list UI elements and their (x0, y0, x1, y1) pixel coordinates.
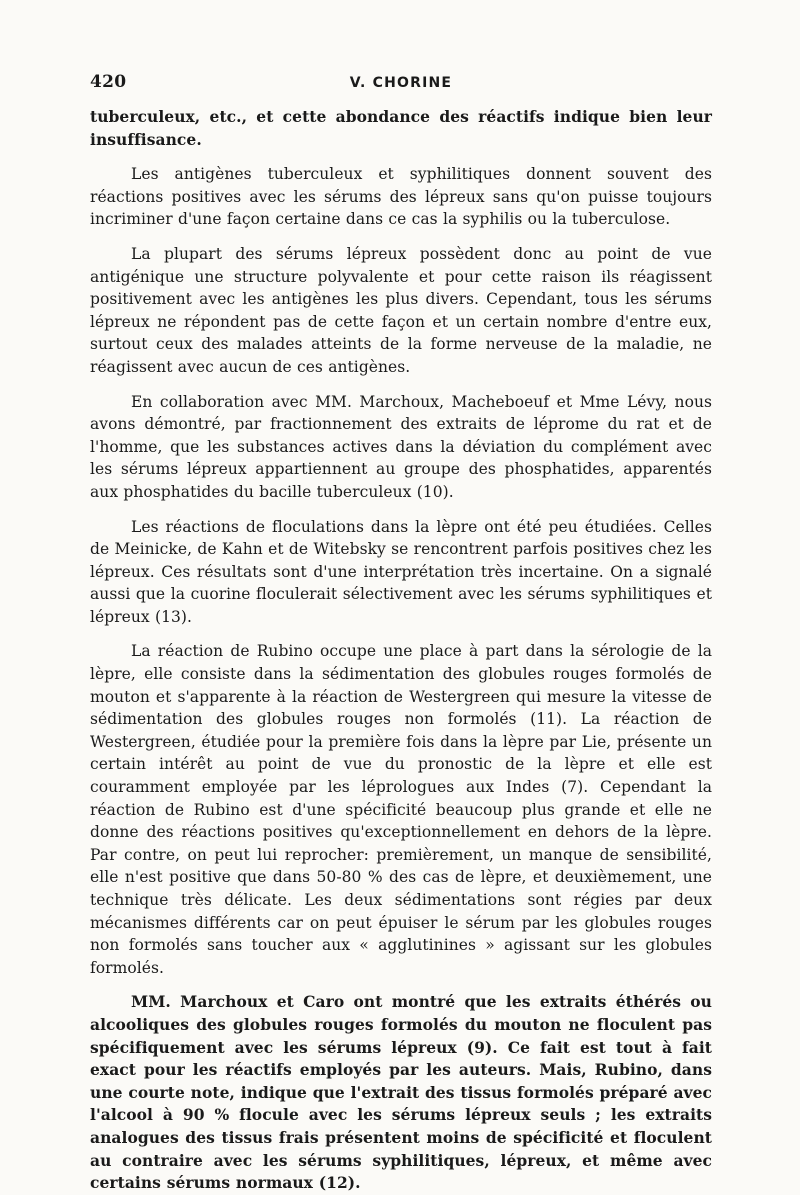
paragraph-serums-lepreux: La plupart des sérums lépreux possèdent donc au point de vue antigénique une structure polyvalente et pour cette raison ils réagissent positivement avec les antigènes les plus divers. Cependant, tous les sérums lépreux ne répondent pas de cette façon et un certain nombre d'entre eux, surtout ceux des malades atteints de la forme nerveuse de la maladie, ne réagissent avec aucun de ces antigènes. (90, 244, 712, 376)
paragraph-marchoux-caro: MM. Marchoux et Caro ont montré que les extraits éthérés ou alcooliques des globules rouges formolés du mouton ne floculent pas spécifiquement avec les sérums lépreux (9). Ce fait est tout à fait exact pour les réactifs employés par les auteurs. Mais, Rubino, dans une courte note, indique que l'extrait des tissus formolés préparé avec l'alcool à 90 % flocule avec les sérums lépreux seuls ; les extraits analogues des tissus frais présentent moins de spécificité et floculent au contraire avec les sérums syphilitiques, lépreux, et même avec certains sérums normaux (12). (90, 992, 712, 1193)
body-text (90, 106, 712, 1195)
paragraph-antigenes: Les antigènes tuberculeux et syphilitiques donnent souvent des réactions positives avec les sérums des lépreux sans qu'on puisse toujours incriminer d'une façon certaine dans ce cas la syphilis ou la tuberculose. (90, 165, 712, 229)
paragraph-continuation: tuberculeux, etc., et cette abondance des réactifs indique bien leur insuffisance. (90, 107, 712, 149)
paragraph-collaboration: En collaboration avec MM. Marchoux, Macheboeuf et Mme Lévy, nous avons démontré, par fractionnement des extraits de léprome du rat et de l'homme, que les substances actives dans la déviation du complément avec les sérums lépreux appartiennent au groupe des phosphatides, apparentés aux phosphatides du bacille tuberculeux (10). (90, 392, 712, 501)
book-page (90, 72, 712, 1193)
page-header (90, 72, 712, 98)
running-head: V. CHORINE (349, 75, 453, 91)
page-number: 420 (90, 72, 127, 92)
paragraph-floculations: Les réactions de floculations dans la lèpre ont été peu étudiées. Celles de Meinicke, de Kahn et de Witebsky se rencontrent parfois positives chez les lépreux. Ces résultats sont d'une interprétation très incertaine. On a signalé aussi que la cuorine floculerait sélectivement avec les sérums syphilitiques et lépreux (13). (90, 517, 712, 626)
paragraph-rubino: La réaction de Rubino occupe une place à part dans la sérologie de la lèpre, elle consiste dans la sédimentation des globules rouges formolés de mouton et s'apparente à la réaction de Westergreen qui mesure la vitesse de sédimentation des globules rouges non formolés (11). La réaction de Westergreen, étudiée pour la première fois dans la lèpre par Lie, présente un certain intérêt au point de vue du pronostic de la lèpre et elle est couramment employée par les léprologues aux Indes (7). Cependant la réaction de Rubino est d'une spécificité beaucoup plus grande et elle ne donne des réactions positives qu'exceptionnellement en dehors de la lèpre. Par contre, on peut lui reprocher: premièrement, un manque de sensibilité, elle n'est positive que dans 50-80 % des cas de lèpre, et deuxièmement, une technique très délicate. Les deux sédimentations sont régies par deux mécanismes différents car on peut épuiser le sérum par les globules rouges non formolés sans toucher aux « agglutinines » agissant sur les globules formolés. (90, 642, 712, 977)
